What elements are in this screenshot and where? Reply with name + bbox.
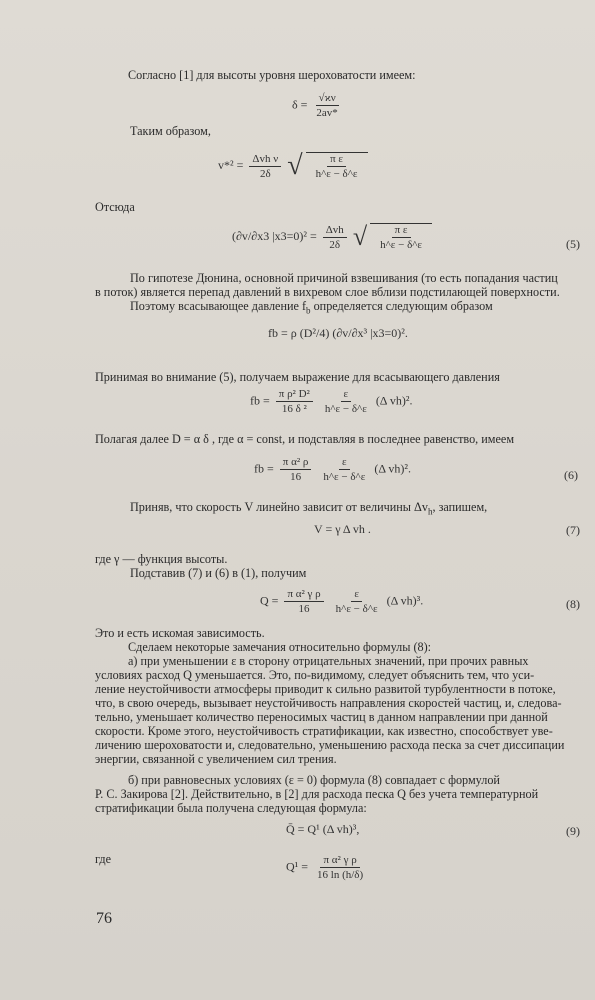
fraction xyxy=(280,456,312,483)
text-line: а) при уменьшении ε в сторону отрицательных значений, при прочих равных xyxy=(128,654,529,668)
numerator: π ε xyxy=(327,153,346,167)
denominator: 16 xyxy=(290,471,302,483)
denominator: 2av* xyxy=(316,107,338,119)
eq-lhs: v*² = xyxy=(218,157,244,172)
text-line: Сделаем некоторые замечания относительно формулы (8): xyxy=(128,640,432,654)
numerator: ε xyxy=(341,388,352,402)
equation-3 xyxy=(232,222,432,252)
numerator: π α² ρ xyxy=(280,456,312,470)
text-line: условиях расход Q уменьшается. Это, по-видимому, следует объяснить тем, что уси- xyxy=(95,668,535,682)
numerator: π α² γ ρ xyxy=(284,588,323,602)
radical-sign: √ xyxy=(352,222,368,251)
text-line: Подставив (7) и (6) в (1), получим xyxy=(130,566,307,580)
text-span: Приняв, что скорость V линейно зависит от величины Δv xyxy=(130,500,428,514)
equation-number: (8) xyxy=(566,597,580,611)
text-line: Отсюда xyxy=(95,200,135,214)
eq-lhs: Q¹ = xyxy=(286,859,309,874)
denominator: 16 xyxy=(298,603,310,615)
fraction xyxy=(322,388,370,415)
eq-lhs: fb = xyxy=(250,393,270,408)
page-number: 76 xyxy=(96,910,112,927)
equation-4: fb = ρ (D²/4) (∂v/∂x³ |x3=0)². xyxy=(268,326,408,340)
numerator: ε xyxy=(339,456,350,470)
text-line: Приняв, что скорость V линейно зависит от величины $\Delta v_h$, запишем, xyxy=(130,500,488,517)
denominator: 16 δ ² xyxy=(281,403,307,415)
text-line: Таким образом, xyxy=(130,124,211,138)
fraction xyxy=(314,854,366,881)
numerator: Δvh ν xyxy=(249,153,281,167)
radicand xyxy=(306,152,368,180)
denominator: 2δ xyxy=(259,167,271,180)
denominator: 2δ xyxy=(329,238,341,251)
fraction xyxy=(284,588,323,615)
equation-number: (7) xyxy=(566,523,580,537)
equation-number: (6) xyxy=(564,468,578,482)
fraction xyxy=(320,456,368,483)
equation-6 xyxy=(254,456,411,483)
denominator: h^ε − δ^ε xyxy=(380,238,423,251)
eq-tail: (Δ vh)². xyxy=(375,393,413,408)
fraction xyxy=(313,92,340,119)
text-span: Поэтому всасывающее давление f xyxy=(130,299,307,313)
eq-lhs: Q = xyxy=(260,593,279,608)
text-span: , запишем, xyxy=(432,500,488,514)
text-line: где xyxy=(95,852,112,866)
numerator: π α² γ ρ xyxy=(320,854,359,868)
equation-number: (5) xyxy=(566,237,580,251)
denominator: h^ε − δ^ε xyxy=(324,403,367,415)
text-line: в поток) является перепад давлений в вихревом слое вблизи подстилающей поверхности. xyxy=(95,285,560,299)
text-line: По гипотезе Дюнина, основной причиной взвешивания (то есть попадания частиц xyxy=(130,271,558,285)
equation-10 xyxy=(286,854,369,881)
fraction xyxy=(276,388,313,415)
text-line: личению шероховатости и, следовательно, уменьшению расхода песка за счет диссипации xyxy=(95,738,565,752)
eq-lhs: δ = xyxy=(292,97,308,112)
text-line: Это и есть искомая зависимость. xyxy=(95,626,265,640)
text-line: Согласно [1] для высоты уровня шероховатости имеем: xyxy=(128,68,416,82)
numerator: π ρ² D² xyxy=(276,388,313,402)
eq-lhs: fb = xyxy=(254,461,274,476)
denominator: h^ε − δ^ε xyxy=(323,471,366,483)
eq-tail: (Δ vh)³. xyxy=(386,593,424,608)
eq-tail: (Δ vh)². xyxy=(374,461,411,476)
radical-sign: √ xyxy=(287,150,303,181)
fraction xyxy=(377,224,425,251)
fraction xyxy=(333,588,381,615)
fraction xyxy=(323,224,347,251)
text-line: стратификации была получена следующая формула: xyxy=(95,801,367,815)
text-line: б) при равновесных условиях (ε = 0) формула (8) совпадает с формулой xyxy=(128,773,500,787)
text-line: что, в свою очередь, вызывает неустойчивость направления скоростей частиц, и, следова- xyxy=(95,696,562,710)
denominator: 16 ln (h/δ) xyxy=(317,869,364,881)
text-span: определяется следующим образом xyxy=(313,299,493,313)
text-line: Принимая во внимание (5), получаем выражение для всасывающего давления xyxy=(95,370,500,384)
denominator: h^ε − δ^ε xyxy=(335,603,378,615)
text-line: где γ — функция высоты. xyxy=(95,552,228,566)
numerator: ε xyxy=(351,588,362,602)
text-line: скорости. Кроме этого, неустойчивость стратификации, как известно, способствует уве- xyxy=(95,724,553,738)
radicand xyxy=(370,223,432,251)
equation-9: Q̄ = Q¹ (Δ vh)³, xyxy=(286,822,360,836)
numerator: π ε xyxy=(392,224,411,238)
text-line: ление неустойчивости атмосферы приводит к сильно развитой турбулентности в потоке, xyxy=(95,682,556,696)
numerator: √ϰν xyxy=(316,92,339,106)
equation-2 xyxy=(218,150,368,182)
eq-lhs: (∂v/∂x3 |x3=0)² = xyxy=(232,228,317,243)
equation-7: V = γ Δ vh . xyxy=(314,522,371,536)
equation-1 xyxy=(292,92,344,119)
fraction xyxy=(249,153,281,180)
equation-number: (9) xyxy=(566,824,580,838)
text-line: энергии, связанной с увеличением сил трения. xyxy=(95,752,337,766)
text-line: Р. С. Закирова [2]. Действительно, в [2] для расхода песка Q без учета температурной xyxy=(95,787,539,801)
numerator: Δvh xyxy=(323,224,347,238)
fraction xyxy=(313,153,361,180)
equation-5 xyxy=(250,388,412,415)
text-line: тельно, уменьшает количество переносимых частиц в данном направлении при данной xyxy=(95,710,548,724)
denominator: h^ε − δ^ε xyxy=(315,167,358,180)
text-line: Поэтому всасывающее давление $f_b$ определяется следующим образом xyxy=(130,299,493,316)
equation-8 xyxy=(260,588,423,615)
text-line: Полагая далее D = α δ , где α = const, и подставляя в последнее равенство, имеем xyxy=(95,432,515,446)
